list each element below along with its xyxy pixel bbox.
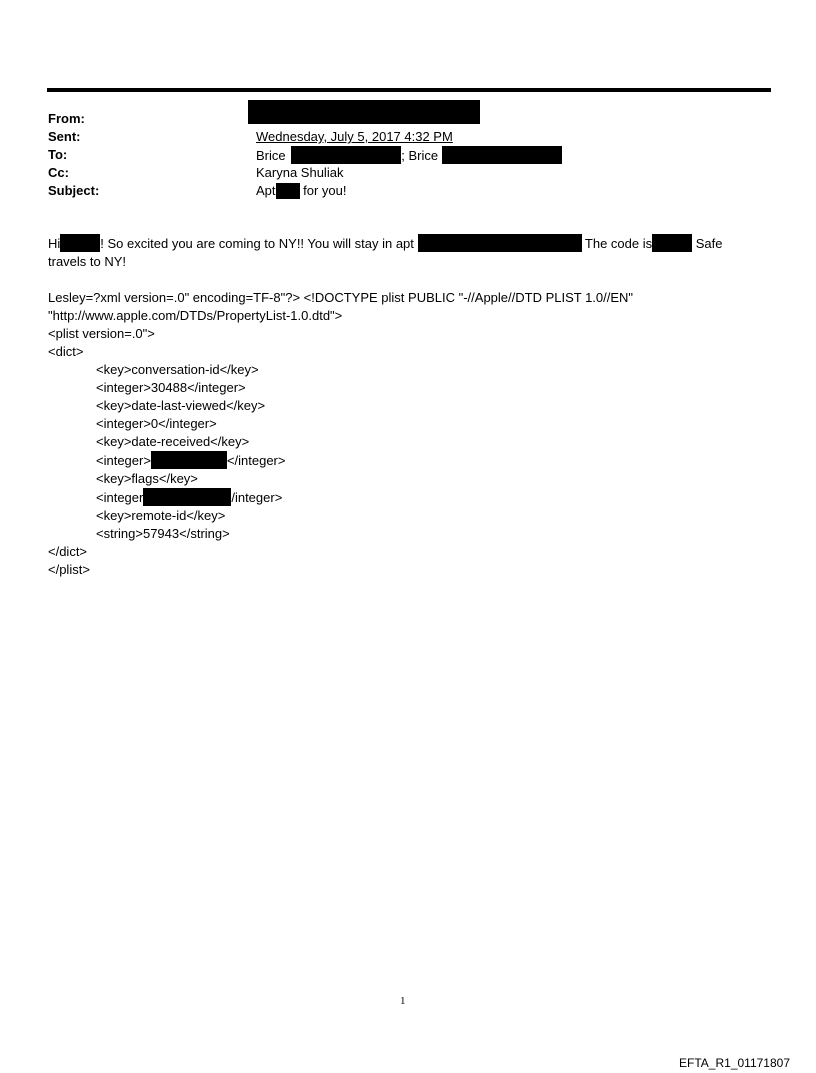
int-close: /integer>: [231, 490, 283, 505]
page-number: 1: [400, 995, 406, 1007]
plist-line: [48, 451, 768, 470]
redaction-block: [151, 451, 227, 469]
cc-label: Cc:: [48, 165, 69, 180]
plist-line: "http://www.apple.com/DTDs/PropertyList-1.0.dtd">: [48, 308, 343, 323]
to-row: [48, 146, 768, 164]
plist-line: <dict>: [48, 344, 84, 359]
sent-row: [48, 128, 768, 146]
from-value: [248, 100, 480, 125]
redaction-block: [418, 234, 582, 252]
safe-text: Safe: [695, 236, 723, 251]
redaction-block: [276, 183, 300, 199]
to-name-1: Brice: [256, 148, 286, 163]
int-open: <integer>: [96, 453, 151, 468]
redaction-block: [60, 234, 100, 252]
int-open: <integer: [96, 490, 144, 505]
plist-line: </plist>: [48, 562, 90, 577]
plist-line: <key>flags</key>: [96, 471, 198, 486]
plist-line: <string>57943</string>: [96, 526, 230, 541]
subject-row: [48, 182, 768, 200]
cc-value: Karyna Shuliak: [256, 165, 344, 180]
cc-row: [48, 164, 768, 182]
travels-line: travels to NY!: [48, 254, 127, 269]
subject-post: for you!: [303, 183, 347, 198]
int-close: </integer>: [226, 453, 286, 468]
greet-text: ! So excited you are coming to NY!! You will stay in apt: [100, 236, 414, 251]
plist-line: <key>date-received</key>: [96, 434, 250, 449]
plist-line: <key>conversation-id</key>: [96, 362, 259, 377]
bates-number: EFTA_R1_01171807: [679, 1056, 790, 1070]
sent-label: Sent:: [48, 129, 81, 144]
from-row: [48, 110, 768, 128]
to-label: To:: [48, 147, 68, 162]
plist-line: [48, 488, 768, 507]
header-rule: [47, 88, 771, 92]
redaction-block: [652, 234, 692, 252]
email-body: [48, 234, 768, 579]
greeting-line: [48, 234, 768, 253]
redaction-block: [143, 488, 231, 506]
sent-value: Wednesday, July 5, 2017 4:32 PM: [256, 129, 453, 144]
email-header: [48, 110, 768, 200]
to-separator: ; Brice: [401, 148, 439, 163]
plist-line: </dict>: [48, 544, 88, 559]
to-value: [256, 146, 562, 165]
subject-pre: Apt: [256, 183, 276, 198]
plist-line: <key>date-last-viewed</key>: [96, 398, 266, 413]
plist-line: Lesley=?xml version=.0" encoding=TF-8"?> <!DOCTYPE plist PUBLIC "-//Apple//DTD PLIST 1.0//EN": [48, 290, 634, 305]
plist-line: <key>remote-id</key>: [96, 508, 226, 523]
subject-value: [256, 182, 347, 200]
redaction-block: [248, 100, 480, 124]
from-label: From:: [48, 111, 85, 126]
subject-label: Subject:: [48, 183, 100, 198]
plist-line: <plist version=.0">: [48, 326, 155, 341]
redaction-block: [442, 146, 562, 164]
code-text: The code is: [584, 236, 653, 251]
greet-hi: Hi: [48, 236, 61, 251]
plist-line: <integer>30488</integer>: [96, 380, 246, 395]
plist-line: <integer>0</integer>: [96, 416, 217, 431]
redaction-block: [291, 146, 401, 164]
